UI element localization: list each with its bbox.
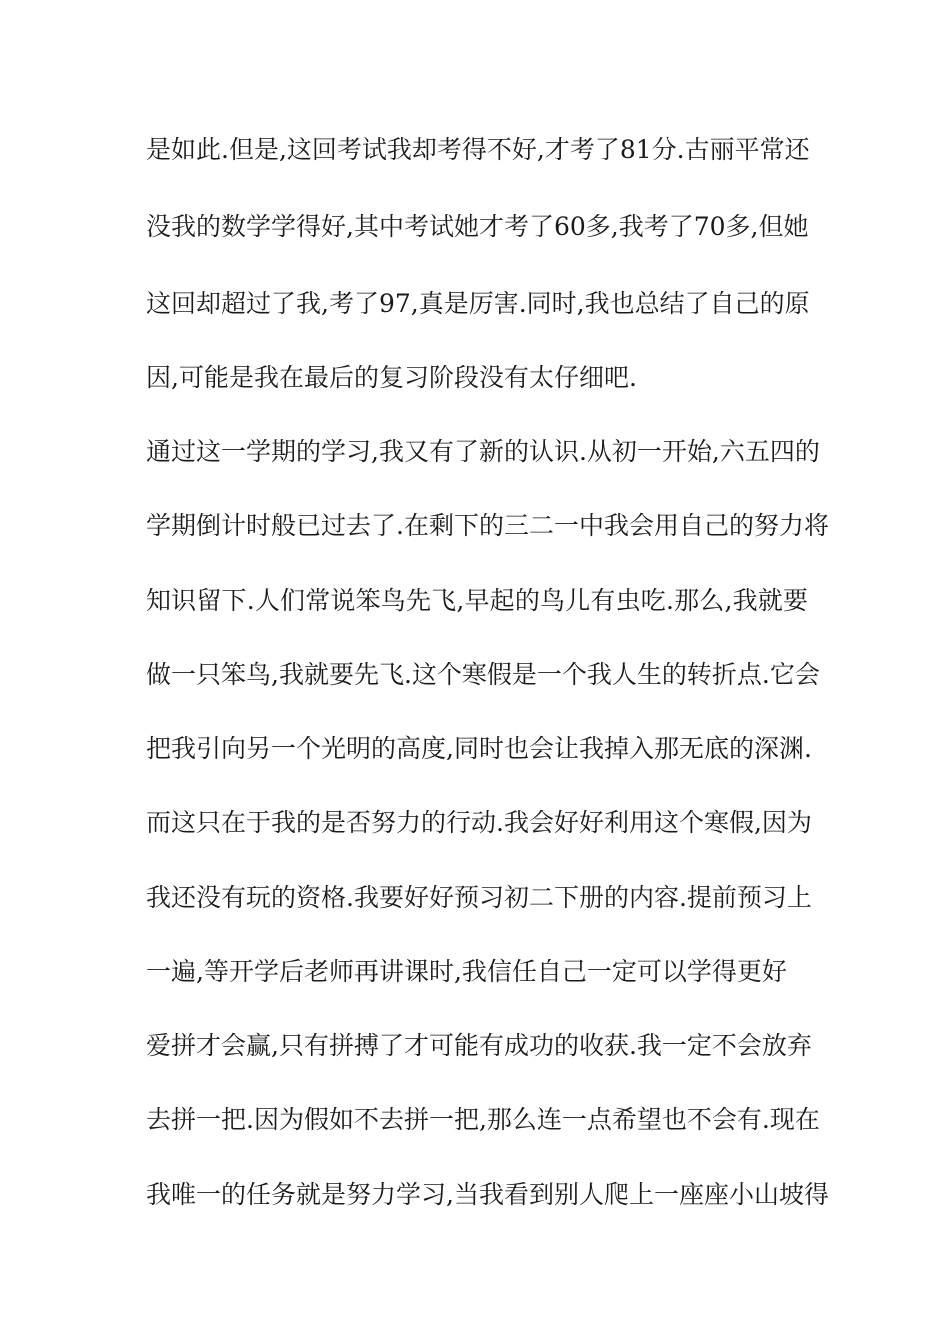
text-line: 我唯一的任务就是努力学习,当我看到别人爬上一座座小山坡得: [146, 1180, 829, 1209]
text-line: 没我的数学学得好,其中考试她才考了60多,我考了70多,但她: [146, 212, 809, 241]
text-line: 去拼一把.因为假如不去拼一把,那么连一点希望也不会有.现在: [146, 1105, 820, 1134]
text-line: 这回却超过了我,考了97,真是厉害.同时,我也总结了自己的原: [146, 289, 810, 318]
text-line: 知识留下.人们常说笨鸟先飞,早起的鸟儿有虫吃.那么,我就要: [146, 586, 808, 615]
text-line: 爱拼才会赢,只有拼搏了才可能有成功的收获.我一定不会放弃: [146, 1031, 812, 1060]
text-line: 我还没有玩的资格.我要好好预习初二下册的内容.提前预习上: [146, 883, 812, 912]
text-line: 学期倒计时般已过去了.在剩下的三二一中我会用自己的努力将: [146, 511, 829, 540]
text-line: 因,可能是我在最后的复习阶段没有太仔细吧.: [146, 363, 637, 392]
text-line: 一遍,等开学后老师再讲课时,我信任自己一定可以学得更好: [146, 957, 787, 986]
text-line: 通过这一学期的学习,我又有了新的认识.从初一开始,六五四的: [146, 437, 820, 466]
text-line: 把我引向另一个光明的高度,同时也会让我掉入那无底的深渊.: [146, 734, 812, 763]
text-line: 而这只在于我的是否努力的行动.我会好好利用这个寒假,因为: [146, 808, 812, 837]
text-line: 是如此.但是,这回考试我却考得不好,才考了81分.古丽平常还: [146, 135, 810, 164]
text-line: 做一只笨鸟,我就要先飞.这个寒假是一个我人生的转折点.它会: [146, 660, 820, 689]
